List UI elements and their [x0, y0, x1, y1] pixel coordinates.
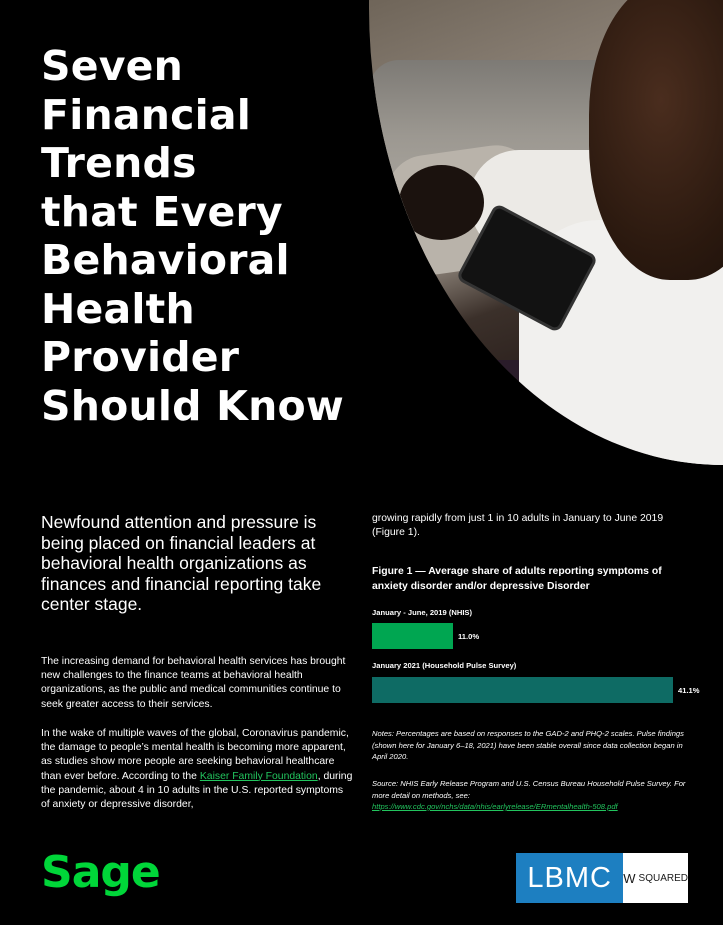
bar-2021	[372, 677, 673, 703]
photo-patient-head	[399, 165, 484, 240]
title-line: Financial	[41, 90, 251, 139]
w-letter: W	[623, 870, 636, 886]
title-line: that Every	[41, 187, 283, 236]
title-line: Behavioral	[41, 236, 290, 284]
figure-title: Figure 1 — Average share of adults reporting symptoms of anxiety disorder and/or depressive Disorder	[372, 566, 662, 592]
bar-value-2021: 41.1%	[678, 686, 700, 695]
paragraph2-after: , during the pandemic, about 4 in 10 adults in the U.S. reported symptoms of anxiety or depressive disorder,	[41, 770, 353, 811]
chart-notes: Notes: Percentages are based on responses to the GAD-2 and PHQ-2 scales. Pulse findings (shown here for January 6–18, 2021) have been stable overall since data collection began in April 2020.	[372, 729, 684, 761]
source-text: Source: NHIS Early Release Program and U.S. Census Bureau Household Pulse Survey. For more detail on methods, see:	[372, 779, 686, 800]
title-line: Provider	[41, 333, 240, 381]
page-title	[41, 42, 344, 430]
column2-continuation: growing rapidly from just 1 in 10 adults in January to June 2019 (Figure 1).	[372, 513, 664, 538]
lead-paragraph: Newfound attention and pressure is being placed on financial leaders at behavioral health organizations as finances and financial reporting take center stage.	[41, 512, 322, 614]
lbmc-wordmark: LBMC	[516, 853, 623, 903]
bar-value-2019: 11.0%	[458, 632, 480, 641]
body-paragraph-1: The increasing demand for behavioral health services has brought new challenges to the finance teams at behavioral health organizations, as the public and medical communities continue to seek greater access to their services.	[41, 656, 346, 710]
hero-photo	[369, 0, 723, 465]
paragraph2-before: In the wake of multiple waves of the global, Coronavirus pandemic, the damage to people’s mental health is becoming more apparent, as studies show more people are seeking behavioral healthcare than ever before. According to the	[41, 728, 349, 782]
lbmc-logo	[516, 853, 688, 903]
sage-logo: Sage	[41, 847, 160, 898]
title-line: Trends	[41, 139, 197, 187]
body-paragraph-2	[41, 727, 353, 812]
squared-word: SQUARED	[638, 872, 688, 884]
bar-label-2019: January - June, 2019 (NHIS)	[372, 608, 473, 617]
w-squared-wordmark	[623, 853, 688, 903]
bar-2019	[372, 623, 453, 649]
source-link[interactable]: https://www.cdc.gov/nchs/data/nhis/earlyrelease/ERmentalhealth-508.pdf	[372, 802, 618, 811]
bar-label-2021: January 2021 (Household Pulse Survey)	[372, 661, 517, 670]
title-line: Should Know	[41, 381, 344, 430]
chart-source	[372, 778, 692, 813]
title-line: Seven	[41, 42, 184, 90]
title-line: Health	[41, 284, 195, 333]
kaiser-link[interactable]: Kaiser Family Foundation	[199, 770, 318, 782]
